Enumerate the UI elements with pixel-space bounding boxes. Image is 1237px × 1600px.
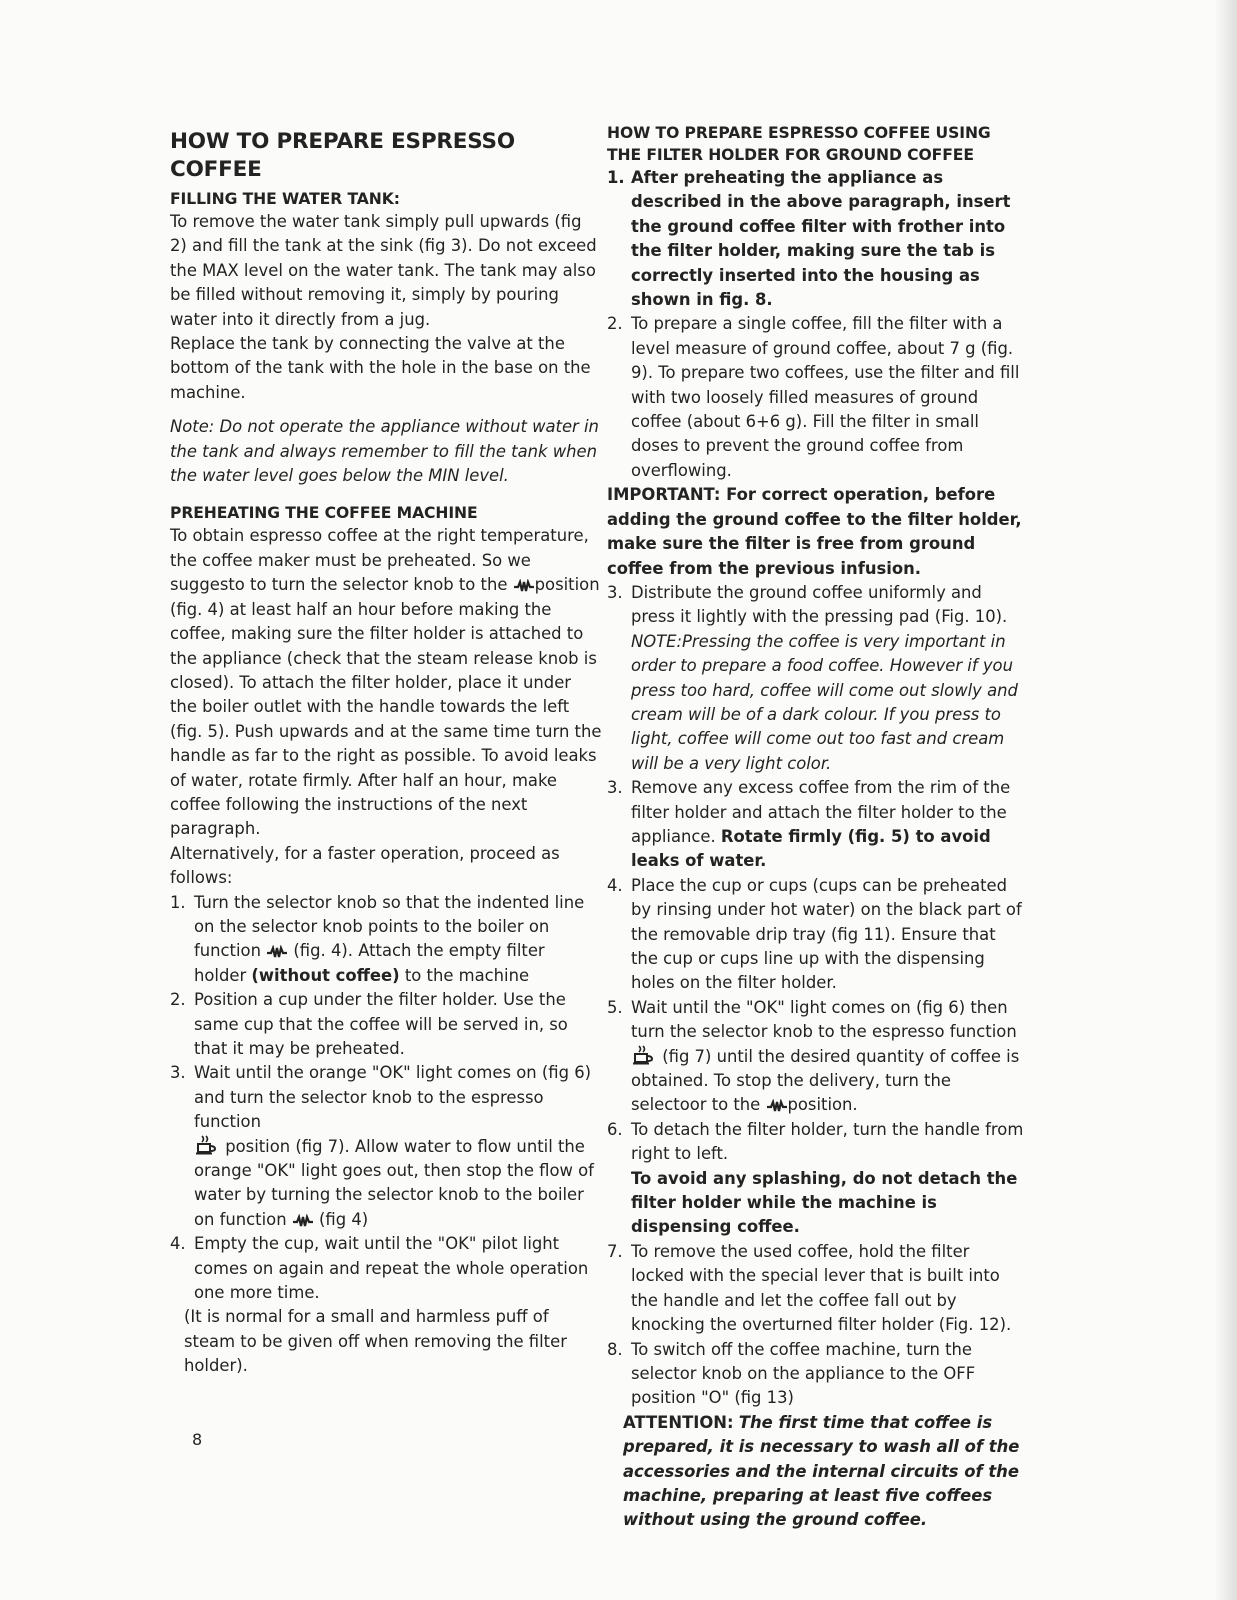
- list-item: [607, 166, 1027, 312]
- step-number: 6.: [607, 1119, 623, 1139]
- list-item: [607, 1338, 1027, 1411]
- list-item: [607, 1240, 1027, 1338]
- step-bold: Rotate firmly (fig. 5) to avoid leaks of water.: [631, 826, 991, 871]
- preheat-steps: [170, 891, 602, 1306]
- step-number: 8.: [607, 1339, 623, 1359]
- list-item: [170, 1061, 602, 1232]
- ground-coffee-steps-continued: [607, 581, 1027, 1411]
- replace-paragraph: Replace the tank by connecting the valve at the bottom of the tank with the hole in the base on the machine.: [170, 334, 591, 402]
- step-number: 2.: [607, 314, 623, 334]
- boiler-icon: [513, 579, 535, 593]
- attention-notice: [607, 1411, 1027, 1533]
- step-text: To switch off the coffee machine, turn the selector knob on the appliance to the OFF position "O" (fig 13): [631, 1339, 976, 1408]
- step-text: Empty the cup, wait until the "OK" pilot light comes on again and repeat the whole operation one more time.: [194, 1234, 589, 1303]
- filter-holder-heading: HOW TO PREPARE ESPRESSO COFFEE USING THE FILTER HOLDER FOR GROUND COFFEE: [607, 124, 991, 164]
- step-text: To prepare a single coffee, fill the filter with a level measure of ground coffee, about 7 g (fig. 9). To prepare two coffees, use the filter and fill with two loosely filled measures of ground coffee (about 6+6 g). Fill the filter in small doses to prevent the ground coffee from overflowing.: [631, 314, 1020, 480]
- left-column: [170, 128, 602, 1379]
- step-number: 7.: [607, 1241, 623, 1261]
- boiler-icon: [766, 1099, 788, 1113]
- step-text: Place the cup or cups (cups can be preheated by rinsing under hot water) on the black part of the removable drip tray (fig 11). Ensure that the cup or cups line up with the dispensing holes on the filter holder.: [631, 875, 1022, 993]
- step-text-a: Turn the selector knob so that the indented line on the selector knob points to the boiler on function: [194, 892, 585, 961]
- step-bold: (without coffee): [251, 965, 400, 985]
- step-number: 4.: [607, 875, 623, 895]
- list-item: [170, 891, 602, 989]
- attention-text: The first time that coffee is prepared, it is necessary to wash all of the accessories and the internal circuits of the machine, preparing at least five coffees without using the ground coffee.: [623, 1412, 1020, 1530]
- alternative-text: Alternatively, for a faster operation, proceed as follows:: [170, 843, 560, 888]
- step-text: After preheating the appliance as described in the above paragraph, insert the ground coffee filter with frother into the filter holder, making sure the tab is correctly inserted into the housing as shown in fig. 8.: [631, 168, 1011, 310]
- steam-footnote: (It is normal for a small and harmless puff of steam to be given off when removing the filter holder).: [184, 1307, 567, 1376]
- step-number: 1.: [607, 168, 625, 187]
- step-text-a: Wait until the orange "OK" light comes on (fig 6) and turn the selector knob to the espresso function: [194, 1063, 592, 1132]
- attention-label: ATTENTION:: [623, 1412, 734, 1432]
- step-text: To remove the used coffee, hold the filter locked with the special lever that is built into the handle and let the coffee fall out by knocking the overturned filter holder (Fig. 12).: [631, 1241, 1012, 1335]
- step-text-b: position (fig 7). Allow water to flow until the orange "OK" light goes out, then stop the flow of water by turning the selector knob to the boiler on function: [194, 1136, 594, 1229]
- preheating-paragraph: [170, 524, 602, 841]
- list-item: [607, 1118, 1027, 1240]
- pressing-note: NOTE:Pressing the coffee is very important in order to prepare a food coffee. However if you press too hard, coffee will come out slowly and cream will be of a dark colour. If you press to light, coffee will come out too fast and cream will be a very light color.: [631, 631, 1018, 773]
- step-text-a: Wait until the "OK" light comes on (fig 6) then turn the selector knob to the espresso function: [631, 997, 1017, 1042]
- step-number: 3.: [607, 778, 623, 798]
- ground-coffee-steps: [607, 166, 1027, 483]
- espresso-icon: [631, 1045, 657, 1065]
- step-text: Distribute the ground coffee uniformly and press it lightly with the pressing pad (Fig. 10).: [631, 582, 1008, 627]
- preheating-text-a: To obtain espresso coffee at the right temperature, the coffee maker must be preheated. So we suggesto to turn the selector knob to the: [170, 526, 589, 595]
- list-item: [170, 988, 602, 1061]
- water-note: Note: Do not operate the appliance without water in the tank and always remember to fill the tank when the water level goes below the MIN level.: [170, 417, 599, 486]
- step-number: 3.: [607, 582, 623, 602]
- step-number: 2.: [170, 990, 186, 1010]
- preheating-text-b: position (fig. 4) at least half an hour before making the coffee, making sure the filter holder is attached to the appliance (check that the steam release knob is closed). To attach the filter holder, place it under the boiler outlet with the handle towards the left (fig. 5). Push upwards and at the same time turn the handle as far to the right as possible. To avoid leaks of water, rotate firmly. After half an hour, make coffee following the instructions of the next paragraph.: [170, 575, 602, 839]
- page-title: HOW TO PREPARE ESPRESSO COFFEE: [170, 129, 515, 182]
- page-number: 8: [192, 1430, 203, 1449]
- step-text-c: (fig 4): [319, 1209, 369, 1229]
- filling-paragraph: To remove the water tank simply pull upwards (fig 2) and fill the tank at the sink (fig 3). Do not exceed the MAX level on the water tank. The tank may also be filled without removing it, simply by pouring water into it directly from a jug.: [170, 212, 597, 329]
- list-item: [607, 776, 1027, 874]
- right-column: [607, 122, 1027, 1533]
- step-number: 3.: [170, 1063, 186, 1083]
- list-item: [170, 1232, 602, 1305]
- important-notice: IMPORTANT: For correct operation, before adding the ground coffee to the filter holder, make sure the filter is free from ground coffee from the previous infusion.: [607, 485, 1022, 578]
- step-number: 5.: [607, 997, 623, 1017]
- list-item: [607, 581, 1027, 776]
- step-text: Remove any excess coffee from the rim of the filter holder and attach the filter holder to the appliance.: [631, 778, 1011, 846]
- boiler-icon: [266, 945, 288, 959]
- step-text-c: to the machine: [404, 965, 530, 985]
- step-text-b: (fig. 4). Attach the empty filter holder: [194, 941, 545, 985]
- step-text-b: (fig 7) until the desired quantity of coffee is obtained. To stop the delivery, turn the selectoor to the: [631, 1046, 1020, 1115]
- list-item: [607, 996, 1027, 1118]
- splashing-warning: To avoid any splashing, do not detach the filter holder while the machine is dispensing coffee.: [631, 1168, 1018, 1237]
- step-text-c: position.: [787, 1095, 858, 1115]
- scan-shadow: [1047, 0, 1237, 1600]
- step-number: 1.: [170, 892, 186, 912]
- list-item: [607, 874, 1027, 996]
- boiler-icon: [292, 1214, 314, 1228]
- list-item: [607, 312, 1027, 483]
- step-number: 4.: [170, 1234, 186, 1254]
- espresso-icon: [194, 1135, 220, 1155]
- step-text: Position a cup under the filter holder. Use the same cup that the coffee will be served in, so that it may be preheated.: [194, 990, 568, 1058]
- step-text: To detach the filter holder, turn the handle from right to left.: [631, 1119, 1024, 1164]
- filling-heading: FILLING THE WATER TANK:: [170, 190, 400, 208]
- preheating-heading: PREHEATING THE COFFEE MACHINE: [170, 504, 478, 523]
